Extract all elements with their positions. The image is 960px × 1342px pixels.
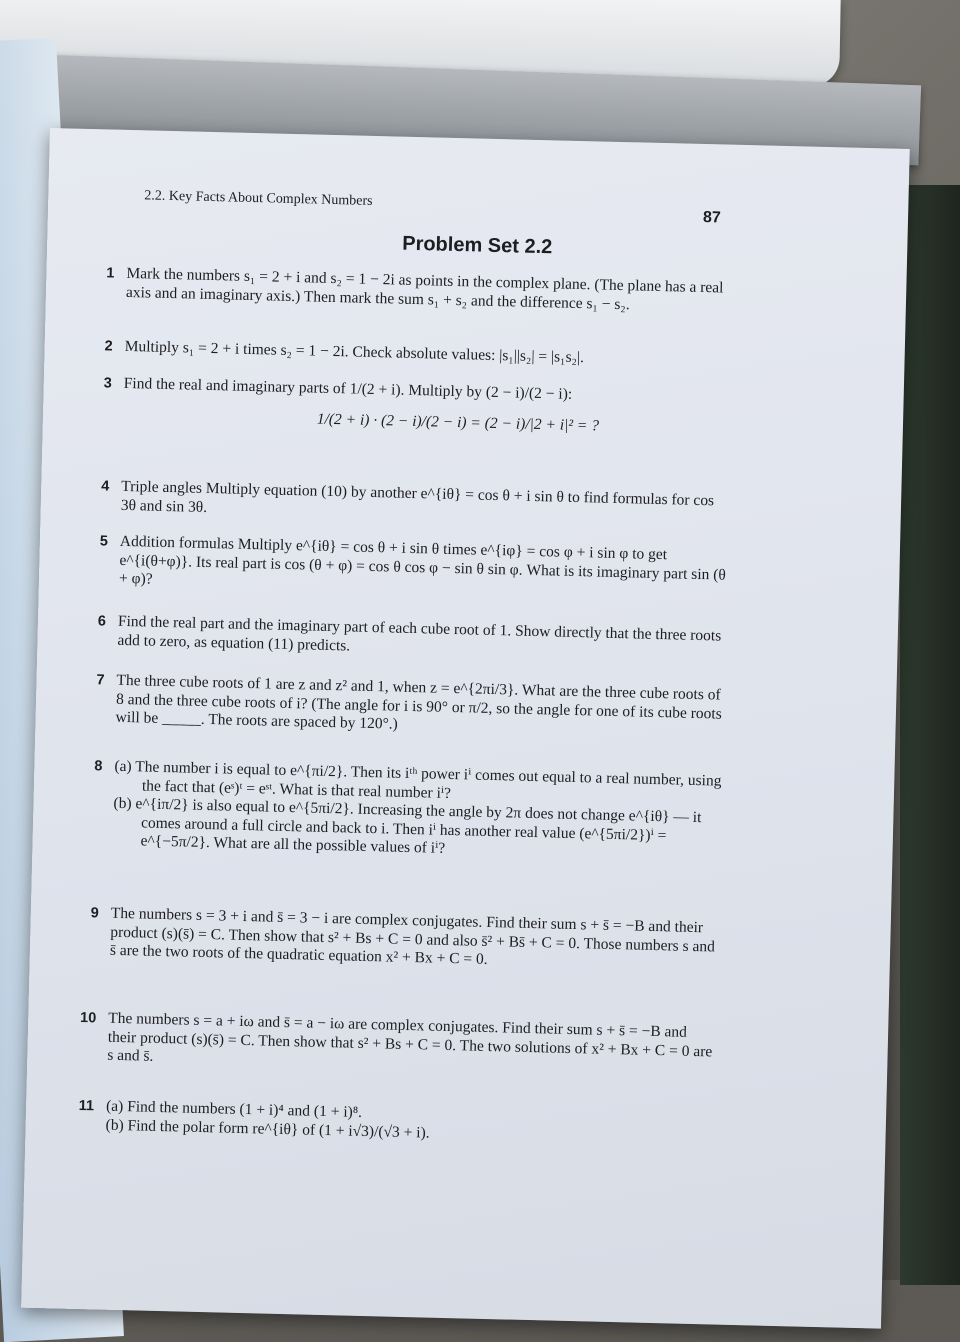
problem-number: 9 [90,905,100,922]
problem-number: 5 [99,533,109,550]
problem-text: The numbers s = a + iω and s̄ = a − iω are complex conjugates. Find their sum s + s̄ = −B and their product (s)(s̄) = C. Then show that s² + Bs + C = 0. The two solutions of x² + Bx + C = 0 are s and s̄. [107,1009,713,1065]
fraction-equation: 1/(2 + i) · (2 − i)/(2 − i) = (2 − i)/|2 + i|² = ? [316,410,600,435]
problem-1 [106,264,737,317]
problem-3 [103,374,734,439]
problem-text: Addition formulas Multiply e^{iθ} = cos θ + i sin θ times e^{iφ} = cos φ + i sin φ to get e^{i(θ+φ)}. Its real part is cos (θ + φ) = cos θ cos φ − sin θ sin φ. What is its imaginary part sin (θ + φ)? [118,532,727,588]
problem-8 [94,757,724,865]
problem-number: 1 [106,265,115,282]
problem-text: Multiply s₁ = 2 + i times s₂ = 1 − 2i. Check absolute values: |s₁||s₂| = |s₁s₂|. [124,337,585,367]
problem-number: 6 [97,613,107,630]
problem-text: Triple angles Multiply equation (10) by another e^{iθ} = cos θ + i sin θ to find formulas for cos 3θ and sin 3θ. [120,477,715,516]
running-head: 2.2. Key Facts About Complex Numbers [144,188,373,209]
problem-number: 8 [94,758,103,775]
problem-number: 3 [103,375,112,392]
textbook-page [21,128,910,1329]
problem-text: Mark the numbers s₁ = 2 + i and s₂ = 1 − 2i as points in the complex plane. (The plane has a real axis and an imaginary axis.) Then mark the sum s₁ + s₂ and the difference s₁ − s₂. [125,264,724,313]
problem-number: 11 [78,1097,95,1115]
problem-4 [100,477,732,530]
problem-5 [99,532,730,603]
book-cover-edge [900,185,960,1285]
problem-number: 7 [96,672,105,689]
problem-2 [104,337,734,371]
problem-7 [96,671,726,742]
problem-text: Find the real part and the imaginary part of each cube root of 1. Show directly that the three roots add to zero, as equation (11) predicts. [117,612,722,654]
problem-number: 10 [79,1010,97,1027]
problem-8a: (a) The number i is equal to e^{πi/2}. Then its iᵗʰ power iⁱ comes out equal to a real number, using the fact that (eˢ)ᵗ = eˢᵗ. What is that real number iⁱ? [114,757,722,802]
problem-text: The three cube roots of 1 are z and z² and 1, when z = e^{2πi/3}. What are the three cube roots of 8 and the three cube roots of i? (The angle for i is 90° or π/2, so the angle for one of its cube roots will be _____. The roots are spaced by 120°.) [115,671,722,733]
problem-11a: (a) Find the numbers (1 + i)⁴ and (1 + i)⁸. [105,1097,363,1121]
problem-set-title: Problem Set 2.2 [401,232,553,259]
problem-9 [90,904,721,975]
page-number: 87 [702,208,722,227]
problem-11b: (b) Find the polar form re^{iθ} of (1 + i√3)/(√3 + i). [105,1116,430,1142]
problem-8b: (b) e^{iπ/2} is also equal to e^{5πi/2}. Increasing the angle by 2π does not change e^{iθ} — it comes around a full circle and back to i. Then iⁱ has another real value (e^{5πi/2})ⁱ = e^{−5π/2}. What are all the possible values of iⁱ? [113,794,702,857]
problem-text: Find the real and imaginary parts of 1/(2 + i). Multiply by (2 − i)/(2 − i): [123,374,573,403]
problem-number: 4 [100,478,110,495]
problem-11 [78,1097,716,1150]
problem-10 [79,1009,718,1080]
problem-6 [97,612,728,665]
problem-number: 2 [104,338,113,355]
problem-text: The numbers s = 3 + i and s̄ = 3 − i are complex conjugates. Find their sum s + s̄ = −B and their product (s)(s̄) = C. Then show that s² + Bs + C = 0 and also s̄² + Bs̄ + C = 0. Those numbers s and s̄ are the two roots of the quadratic equation x² + Bx + C = 0. [109,904,716,968]
